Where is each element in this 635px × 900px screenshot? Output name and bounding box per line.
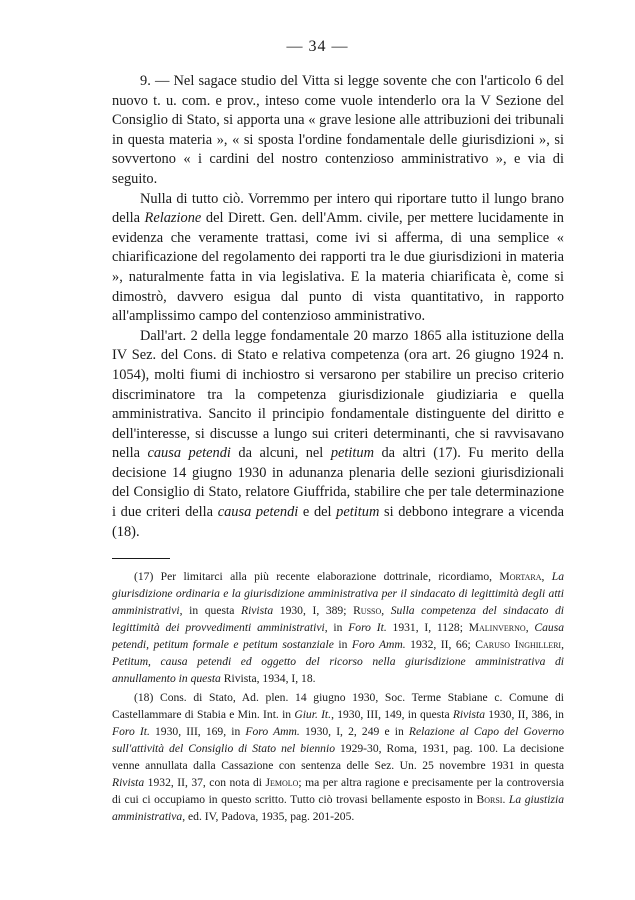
text-run: Nulla di tutto ciò. Vorremmo per intero qui riportare tutto il lungo brano della (112, 190, 564, 227)
text-run: si debbono integrare a vicenda (18). (112, 504, 564, 540)
italic-text: Foro It. (112, 725, 150, 738)
author-name: Borsi (476, 793, 503, 806)
author-name: Malinverno (468, 621, 526, 634)
italic-text: causa petendi (147, 445, 231, 462)
italic-text: Foro It. (348, 621, 387, 634)
text-run: da alcuni, nel (230, 445, 331, 462)
text-run: , in questa (179, 604, 241, 617)
italic-text: Rivista (240, 604, 274, 617)
text-run: in (333, 638, 352, 651)
text-run: 1932, II, 66; (405, 638, 476, 651)
author-name: Russo (353, 604, 382, 617)
text-run: (17) Per limitarci alla più recente elaborazione dottrinale, ricordiamo, (134, 570, 500, 583)
page-number: — 34 — (286, 38, 349, 55)
italic-text: La giurisdizione ordinaria e la giurisdizione amministrativa per il sindacato di legittimità degli atti amministrativi (112, 570, 565, 617)
text-run: , (561, 638, 564, 651)
author-name: Caruso Inghilleri (475, 638, 562, 651)
text-run: 1931, I, 1128; (386, 621, 469, 634)
italic-text: Sulla competenza del sindacato di legittimità dei provvedimenti amministrativi (112, 604, 564, 634)
paragraph-3 (112, 327, 564, 543)
text-run: , in (324, 621, 349, 634)
author-name: Mortara (499, 570, 542, 583)
text-run: da altri (17). Fu merito della decisione 14 giugno 1930 in adunanza plenaria delle sezioni giurisdizionali del Consiglio di Stato, relatore Giuffrida, stabilire che per tale determinazione i due criteri della (112, 445, 564, 521)
text-run: , (525, 621, 535, 634)
italic-text: Foro Amm. (245, 725, 300, 738)
text-run: del Dirett. Gen. dell'Amm. civile, per mettere lucidamente in evidenza che veramente trattasi, come ivi si afferma, di una semplice « chiarificazione del regolamento dei rapporti tra le due giurisdizioni in materia », naturalmente fatta in via legislativa. E la materia chiarificata è, come si dimostrò, davvero esigua dal punto di vista quantitativo, in rapporto all'amplissimo campo del contenzioso amministrativo. (112, 210, 564, 325)
text-run: 1930, I, 389; (273, 604, 354, 617)
text-run: Rivista, 1934, I, 18. (220, 672, 316, 685)
footnote-divider (112, 558, 170, 559)
paragraph-2 (112, 190, 564, 327)
italic-text: Rivista (452, 708, 486, 721)
paragraph-1 (112, 72, 564, 190)
italic-text: Petitum, causa petendi ed oggetto del ricorso nella giurisdizione amministrativa di annullamento in questa (112, 655, 564, 685)
italic-text: Rivista (112, 776, 145, 789)
footnote-17 (112, 568, 564, 687)
text-run: 1930, III, 169, in (149, 725, 246, 738)
body-text (112, 72, 564, 542)
text-run: 1929-30, Roma, 1931, pag. 100. La decisione venne annullata dalla Cassazione con sentenza delle Sez. Un. 25 novembre 1931 in questa (112, 742, 564, 772)
text-run: , 1930, III, 149, in questa (331, 708, 453, 721)
text-run: 1932, II, 37, con nota di (144, 776, 266, 789)
text-run: ; ma per altra ragione e precisamente per la controversia di cui ci occupiamo in questo scritto. Tutto ciò trovasi bellamente esposto in (112, 776, 564, 806)
italic-text: Foro Amm. (351, 638, 406, 651)
italic-text: causa petendi (217, 504, 299, 521)
author-name: Jemolo (265, 776, 299, 789)
text-run: e del (298, 504, 337, 521)
italic-text: La giustizia amministrativa (112, 793, 565, 823)
italic-text: Relazione (144, 210, 202, 227)
italic-text: Relazione al Capo del Governo sull'attività del Consiglio di Stato nel biennio (112, 725, 565, 755)
text-run: Dall'art. 2 della legge fondamentale 20 marzo 1865 alla istituzione della IV Sez. del Cons. di Stato e relativa competenza (ora art. 26 giugno 1924 n. 1054), molti fiumi di inchiostro si versarono per stabilire un preciso criterio discriminatore tra la competenza giurisdizionale giudiziaria e quella amministrativa. Sancito il principio fondamentale distinguente del diritto e dell'interesse, si discusse a lungo sui criteri determinanti, che si ravvisavano nella (112, 327, 564, 462)
text-run: , (541, 570, 552, 583)
text-run: 9. — Nel sagace studio del Vitta si legge sovente che con l'articolo 6 del nuovo t. u. com. e prov., inteso come vuole intenderlo ora la V Sezione del Consiglio di Stato, si apporta una « grave lesione alle attribuzioni dei tribunali in questa materia », « si sposta l'ordine fondamentale delle giurisdizioni », si sovvertono « i cardini del nostro contenzioso amministrativo », e via di seguito. (112, 73, 564, 187)
italic-text: Causa petendi, petitum formale e petitum sostanziale (112, 621, 565, 651)
footnotes (112, 568, 564, 827)
italic-text: Giur. It. (294, 708, 332, 721)
text-run: (18) Cons. di Stato, Ad. plen. 14 giugno 1930, Soc. Terme Stabiane c. Comune di Castellammare di Stabia e Min. Int. in (112, 691, 564, 721)
text-run: . (502, 793, 509, 806)
text-run: 1930, I, 2, 249 e in (299, 725, 409, 738)
footnote-18 (112, 689, 564, 825)
text-run: , ed. IV, Padova, 1935, pag. 201-205. (182, 810, 355, 823)
text-run: , (381, 604, 391, 617)
italic-text: petitum (330, 445, 374, 462)
italic-text: petitum (336, 504, 380, 521)
text-run: 1930, II, 386, in (485, 708, 564, 721)
